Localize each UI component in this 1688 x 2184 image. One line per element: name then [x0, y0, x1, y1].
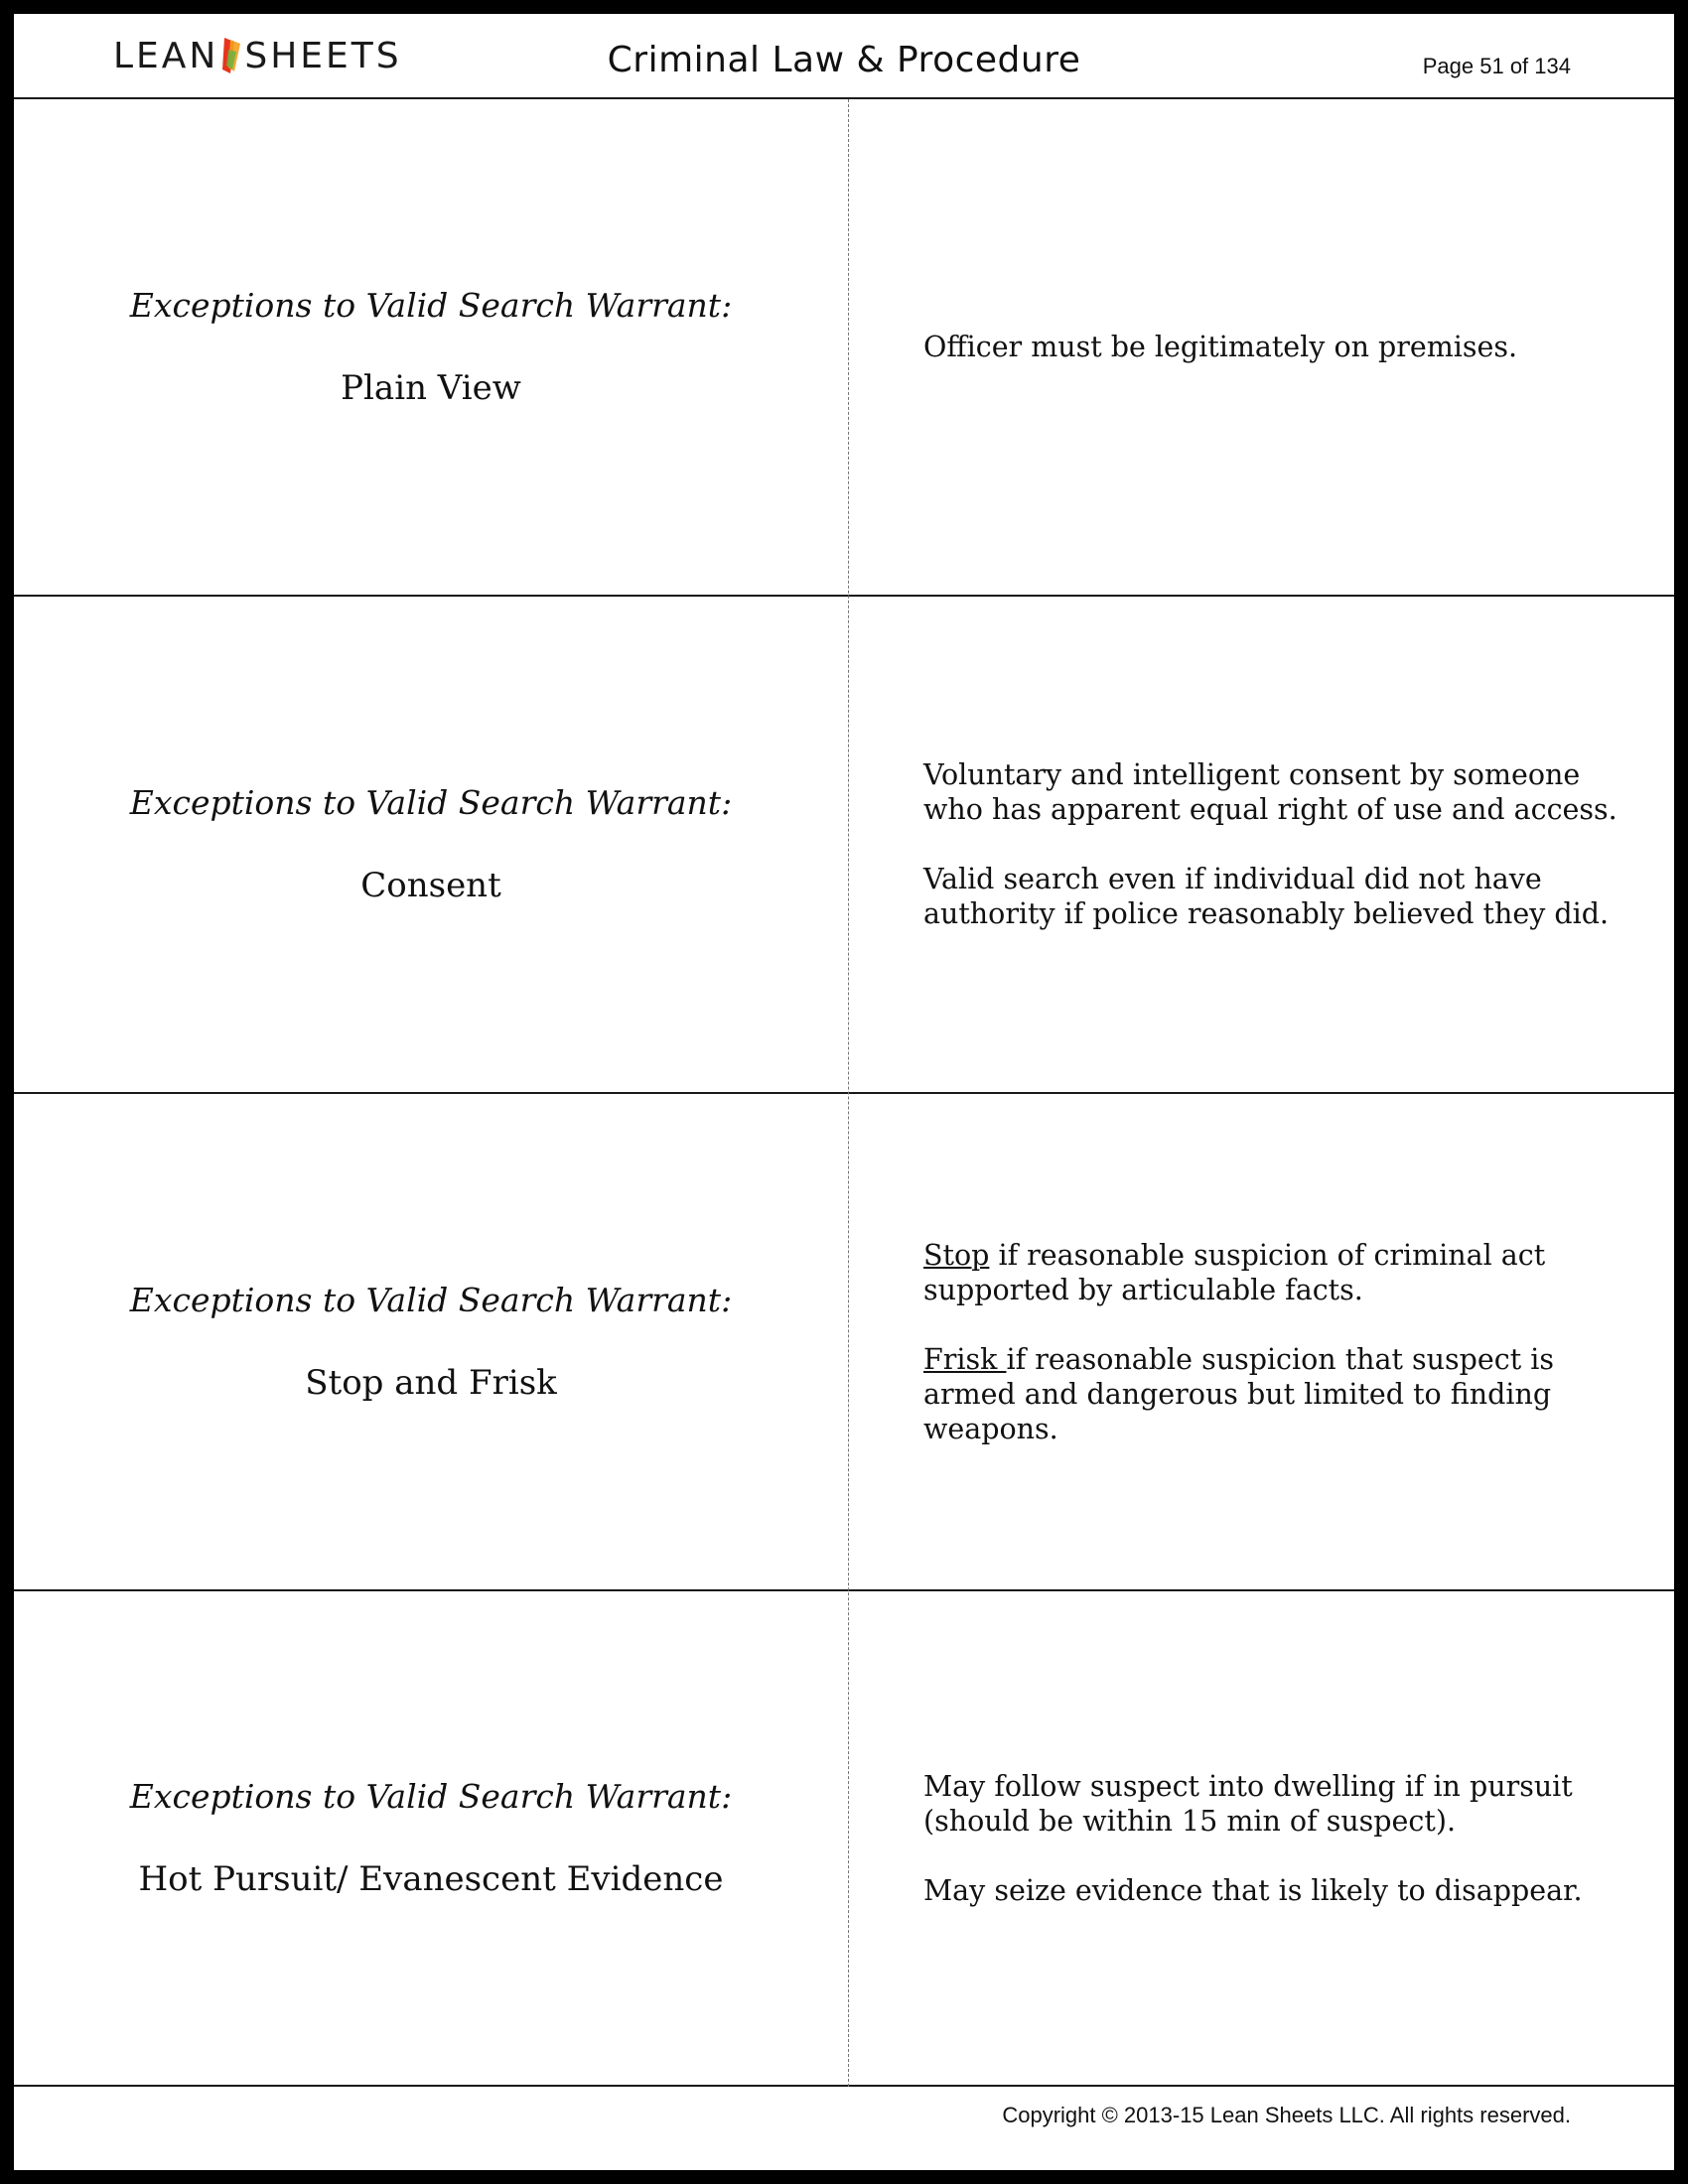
- definition-paragraph: May follow suspect into dwelling if in pursuit (should be within 15 min of suspect).: [923, 1769, 1573, 1838]
- page-footer: [14, 2087, 1674, 2170]
- definition-paragraph: May seize evidence that is likely to disappear.: [923, 1873, 1583, 1907]
- flashcard-back: [923, 1094, 1638, 1589]
- definition-text: if reasonable suspicion of criminal act supported by articulable facts.: [923, 1238, 1546, 1306]
- definition-paragraph: [923, 1238, 1638, 1307]
- definition-text: if reasonable suspicion that suspect is armed and dangerous but limited to finding weapons.: [923, 1342, 1554, 1445]
- logo-text-sheets: SHEETS: [244, 35, 402, 76]
- flashcard-row: [14, 99, 1674, 597]
- definition-paragraph: [923, 1342, 1638, 1446]
- card-term: Hot Pursuit/ Evanescent Evidence: [138, 1859, 724, 1899]
- card-term: Plain View: [341, 368, 521, 408]
- logo-text-lean: LEAN: [113, 35, 219, 76]
- document-title: Criminal Law & Procedure: [607, 40, 1081, 80]
- page: [14, 14, 1674, 2170]
- flashcard-front: [14, 597, 848, 1092]
- card-term: Stop and Frisk: [305, 1363, 557, 1403]
- definition-paragraph: Voluntary and intelligent consent by someone who has apparent equal right of use and access.: [923, 758, 1618, 826]
- flashcard-row: [14, 1591, 1674, 2087]
- flashcard-back: [923, 1591, 1638, 2085]
- flashcard-front: [14, 1094, 848, 1589]
- definition-paragraph: Officer must be legitimately on premises.: [923, 331, 1518, 363]
- card-category: Exceptions to Valid Search Warrant:: [129, 286, 733, 325]
- flashcard-back: [923, 597, 1638, 1092]
- card-category: Exceptions to Valid Search Warrant:: [129, 783, 733, 822]
- copyright-notice: Copyright © 2013-15 Lean Sheets LLC. All rights reserved.: [1002, 2103, 1571, 2127]
- definition-paragraph: Valid search even if individual did not have authority if police reasonably believed they did.: [923, 863, 1610, 930]
- flashcard-row: [14, 597, 1674, 1094]
- flashcard-grid: [14, 99, 1674, 2087]
- underlined-term-frisk: Frisk: [923, 1342, 1007, 1376]
- cut-line-divider: [848, 99, 849, 2087]
- card-category: Exceptions to Valid Search Warrant:: [129, 1777, 733, 1816]
- card-term: Consent: [360, 866, 501, 905]
- page-indicator: Page 51 of 134: [1422, 54, 1571, 78]
- page-header: [14, 14, 1674, 99]
- card-category: Exceptions to Valid Search Warrant:: [129, 1281, 733, 1319]
- flashcard-front: [14, 1591, 848, 2085]
- flashcard-row: [14, 1094, 1674, 1591]
- underlined-term-stop: Stop: [923, 1238, 990, 1272]
- flashcard-front: [14, 99, 848, 595]
- flashcard-back: [923, 99, 1638, 595]
